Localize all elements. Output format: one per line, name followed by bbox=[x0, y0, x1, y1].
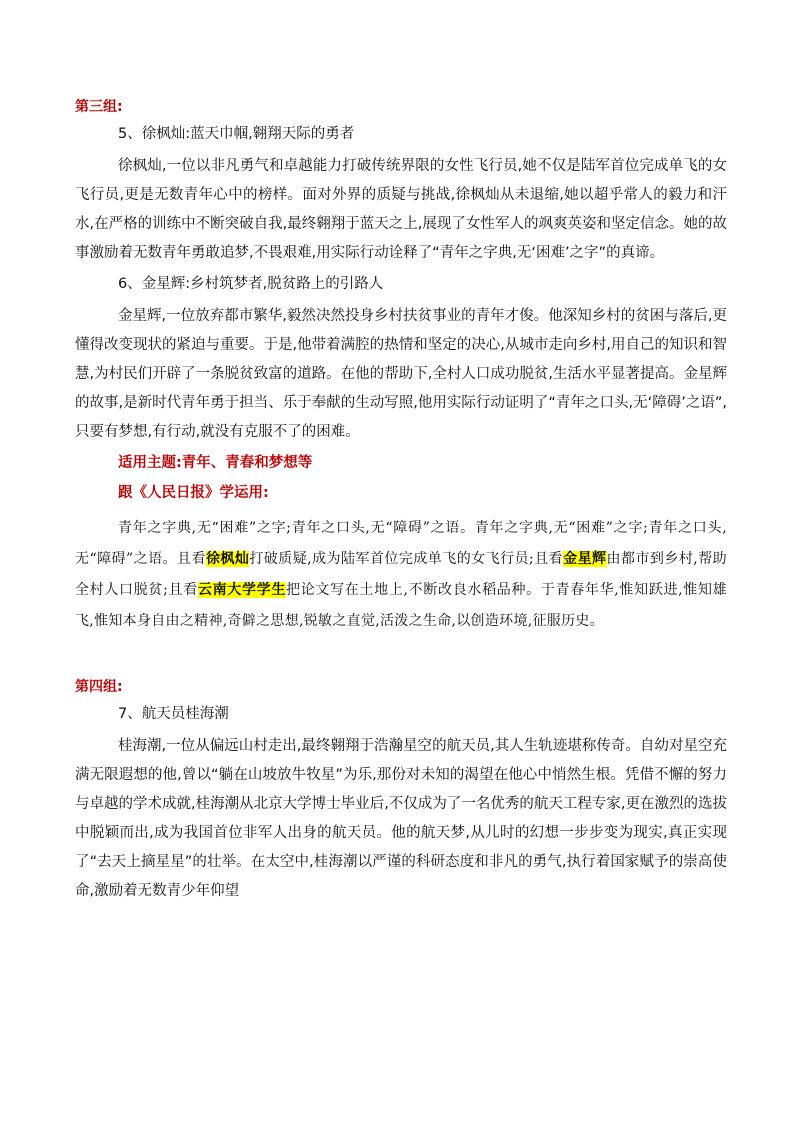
section-spacer bbox=[75, 637, 727, 677]
group3-heading: 第三组: bbox=[75, 99, 123, 115]
item6-body: 金星辉,一位放弃都市繁华,毅然决然投身乡村扶贫事业的青年才俊。他深知乡村的贫困与落后,更懂得改变现状的紧迫与重要。于是,他带着满腔的热情和坚定的决心,从城市走向乡村,用自己的知识和智慧,为村民们开辟了一条脱贫致富的道路。在他的帮助下,全村人口成功脱贫,生活水平显著提高。金星辉的故事,是新时代青年勇于担当、乐于奉献的生动写照,他用实际行动证明了“青年之口头,无‘障碍’之语”,只要有梦想,有行动,就没有克服不了的困难。 bbox=[75, 308, 727, 440]
quote-part1: 青年之字典,无“困难”之字;青年之口头,无“障碍”之语。青年之字典,无“困难”之字;青年之口头,无“障碍”之语。且看 bbox=[75, 520, 727, 567]
document-content bbox=[75, 97, 727, 912]
quote-part4: 把论文写在土地上,不断改良水稻品种。于青春年华,惟知跃进,惟知雄飞,惟知本身自由之精神,奇僻之思想,锐敏之直觉,活泼之生命,以创造环境,征服历史。 bbox=[75, 582, 727, 629]
group4-heading: 第四组: bbox=[75, 679, 123, 695]
item6-title: 6、金星辉:乡村筑梦者,脱贫路上的引路人 bbox=[118, 276, 384, 292]
highlight-yunnan-students: 云南大学学生 bbox=[197, 582, 287, 598]
theme-heading: 适用主题:青年、青春和梦想等 bbox=[118, 455, 313, 471]
quote-paragraph bbox=[75, 513, 727, 637]
learn-heading: 跟《人民日报》学运用: bbox=[118, 485, 269, 501]
highlight-jin-xinghui: 金星辉 bbox=[563, 551, 607, 567]
item7-title: 7、航天员桂海潮 bbox=[118, 706, 229, 722]
item5-body: 徐枫灿,一位以非凡勇气和卓越能力打破传统界限的女性飞行员,她不仅是陆军首位完成单飞的女飞行员,更是无数青年心中的榜样。面对外界的质疑与挑战,徐枫灿从未退缩,她以超乎常人的毅力和汗水,在严格的训练中不断突破自我,最终翱翔于蓝天之上,展现了女性军人的飒爽英姿和坚定信念。她的故事激励着无数青年勇敢追梦,不畏艰难,用实际行动诠释了“青年之字典,无‘困难’之字”的真谛。 bbox=[75, 158, 727, 261]
quote-part2: 打破质疑,成为陆军首位完成单飞的女飞行员;且看 bbox=[249, 551, 564, 567]
item5-title: 5、徐枫灿:蓝天巾帼,翱翔天际的勇者 bbox=[118, 126, 355, 142]
highlight-xu-fengcan: 徐枫灿 bbox=[205, 551, 250, 567]
quote-part3: 由都市到乡村,帮助全村人口脱贫;且看 bbox=[75, 551, 727, 598]
item7-body: 桂海潮,一位从偏远山村走出,最终翱翔于浩瀚星空的航天员,其人生轨迹堪称传奇。自幼对星空充满无限遐想的他,曾以“躺在山坡放牛牧星”为乐,那份对未知的渴望在他心中悄然生根。凭借不懈的努力与卓越的学术成就,桂海潮从北京大学博士毕业后,不仅成为了一名优秀的航天工程专家,更在激烈的选拔中脱颖而出,成为我国首位非军人出身的航天员。他的航天梦,从儿时的幻想一步步变为现实,真正实现了“去天上摘星星”的壮举。在太空中,桂海潮以严谨的科研态度和非凡的勇气,执行着国家赋予的崇高使命,激励着无数青少年仰望 bbox=[75, 738, 727, 899]
